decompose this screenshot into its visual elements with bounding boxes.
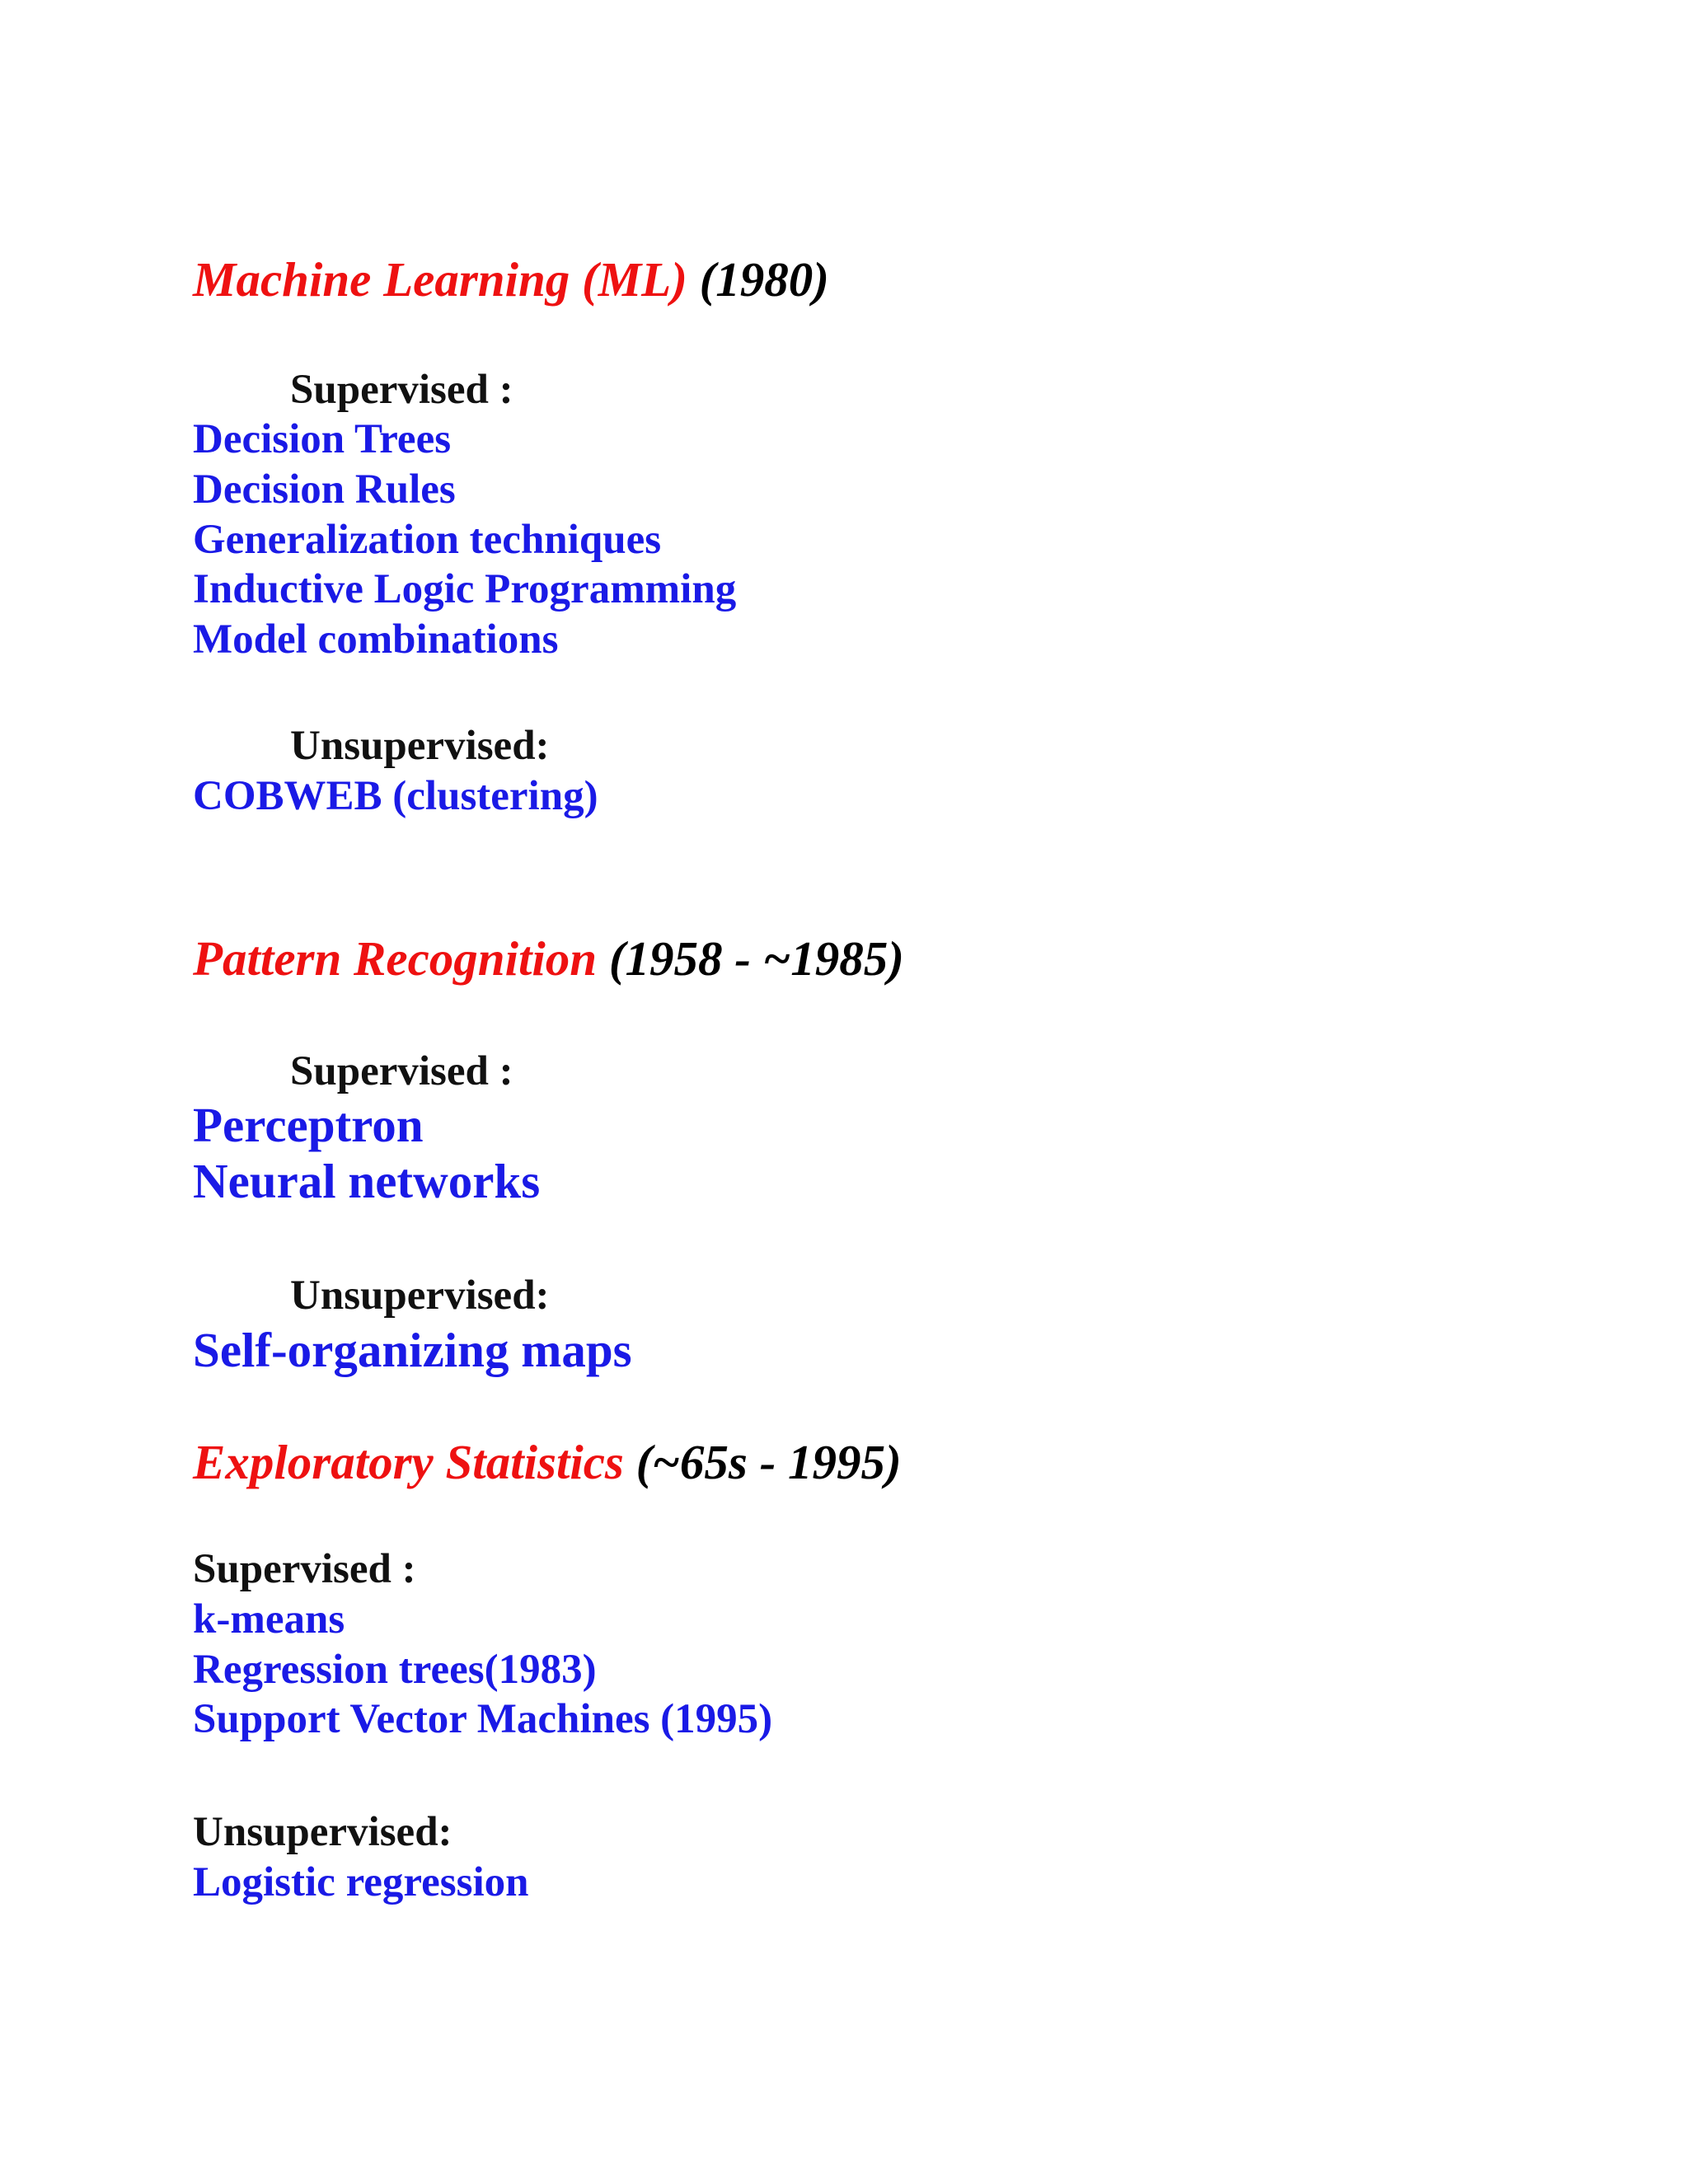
- list-item: Logistic regression: [193, 1859, 529, 1905]
- list-item: Self-organizing maps: [193, 1323, 632, 1377]
- list-item: COBWEB (clustering): [193, 773, 598, 819]
- list-item: Regression trees(1983): [193, 1647, 597, 1693]
- section-heading-pattern-recognition: [193, 931, 904, 986]
- list-item: Neural networks: [193, 1154, 541, 1208]
- section-heading-machine-learning: [193, 252, 829, 307]
- unsupervised-label: Unsupervised:: [290, 723, 550, 769]
- list-item: Decision Rules: [193, 466, 456, 513]
- section-topic: Machine Learning (ML): [193, 252, 687, 307]
- supervised-label: Supervised :: [290, 1048, 513, 1094]
- section-period: (1958 - ~1985): [608, 931, 904, 986]
- list-item: Generalization techniques: [193, 517, 662, 563]
- list-item: Support Vector Machines (1995): [193, 1696, 773, 1742]
- section-topic: Exploratory Statistics: [193, 1435, 624, 1489]
- section-topic: Pattern Recognition: [193, 931, 598, 986]
- supervised-label: Supervised :: [193, 1546, 416, 1592]
- section-period: (~65s - 1995): [635, 1435, 902, 1489]
- unsupervised-label: Unsupervised:: [193, 1809, 452, 1855]
- section-heading-exploratory-statistics: [193, 1435, 902, 1489]
- section-period: (1980): [699, 252, 829, 307]
- list-item: k-means: [193, 1596, 345, 1643]
- supervised-label: Supervised :: [290, 367, 513, 413]
- list-item: Perceptron: [193, 1098, 424, 1152]
- list-item: Model combinations: [193, 616, 559, 663]
- list-item: Decision Trees: [193, 416, 452, 462]
- unsupervised-label: Unsupervised:: [290, 1272, 550, 1319]
- list-item: Inductive Logic Programming: [193, 566, 737, 612]
